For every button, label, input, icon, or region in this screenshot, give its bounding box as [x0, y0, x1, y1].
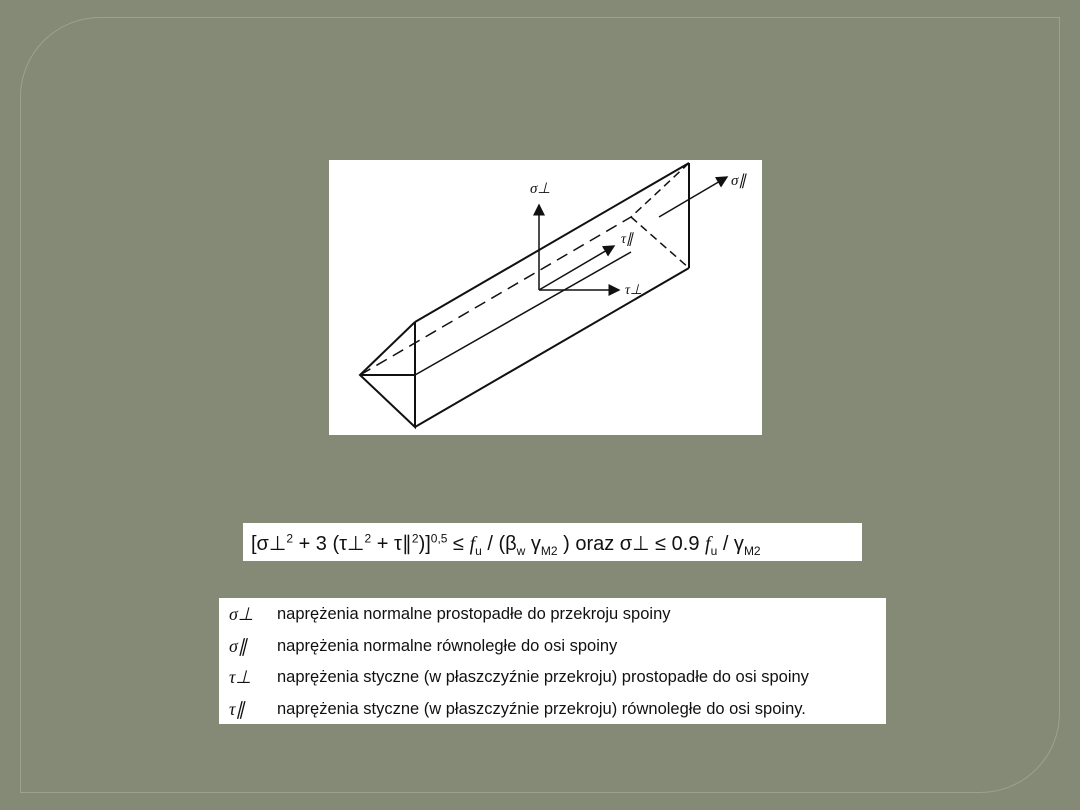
- formula-part: ≤: [447, 533, 470, 555]
- formula-part: + 3 (τ⊥: [293, 533, 365, 555]
- formula-part: )]: [418, 533, 431, 555]
- formula-exponent: 0,5: [430, 531, 448, 546]
- formula-part: ) oraz σ⊥ ≤ 0.9: [557, 533, 706, 555]
- formula-part: / (β: [481, 533, 517, 555]
- weld-stress-diagram: [329, 160, 762, 435]
- prism-bottom-edge: [415, 268, 689, 427]
- formula-exponent: 2: [364, 531, 372, 546]
- formula-sub: u: [475, 544, 482, 558]
- formula-part: / γ: [717, 533, 744, 555]
- formula-part: [σ⊥: [251, 533, 287, 555]
- label-sigma-perp: σ⊥: [530, 181, 551, 197]
- formula-exponent: 2: [411, 531, 419, 546]
- formula-part: γ: [525, 533, 541, 555]
- weld-prism-svg: [329, 160, 762, 435]
- formula-part: + τ∥: [371, 533, 412, 555]
- legend-text: naprężenia styczne (w płaszczyźnie przekroju) prostopadłe do osi spoiny: [277, 668, 809, 687]
- legend-row: [229, 599, 886, 631]
- formula-exponent: 2: [286, 531, 294, 546]
- legend-text: naprężenia normalne równoległe do osi spoiny: [277, 636, 618, 655]
- label-sigma-par: σ∥: [731, 173, 746, 189]
- formula-var: f: [705, 533, 711, 555]
- sigma-par-arrow: [659, 177, 727, 217]
- formula-sub: M2: [743, 544, 761, 558]
- legend-text: naprężenia styczne (w płaszczyźnie przekroju) równoległe do osi spoiny.: [277, 699, 806, 718]
- legend-row: [229, 662, 886, 694]
- legend-row: [229, 631, 886, 663]
- label-tau-perp: τ⊥: [625, 283, 643, 298]
- prism-top-edge: [415, 163, 689, 322]
- legend-row: [229, 694, 886, 726]
- legend-symbol: τ∥: [229, 698, 245, 719]
- legend-symbol: τ⊥: [229, 667, 252, 688]
- formula-sub: w: [516, 544, 526, 558]
- formula-var: f: [469, 533, 476, 555]
- legend-symbol: σ⊥: [229, 604, 254, 625]
- symbol-legend: [219, 598, 886, 724]
- formula-sub: u: [710, 544, 718, 558]
- label-tau-par: τ∥: [621, 232, 634, 247]
- legend-symbol: σ∥: [229, 635, 247, 656]
- weld-strength-formula: [243, 523, 862, 561]
- formula-sub: M2: [540, 544, 558, 558]
- legend-text: naprężenia normalne prostopadłe do przekroju spoiny: [277, 605, 671, 624]
